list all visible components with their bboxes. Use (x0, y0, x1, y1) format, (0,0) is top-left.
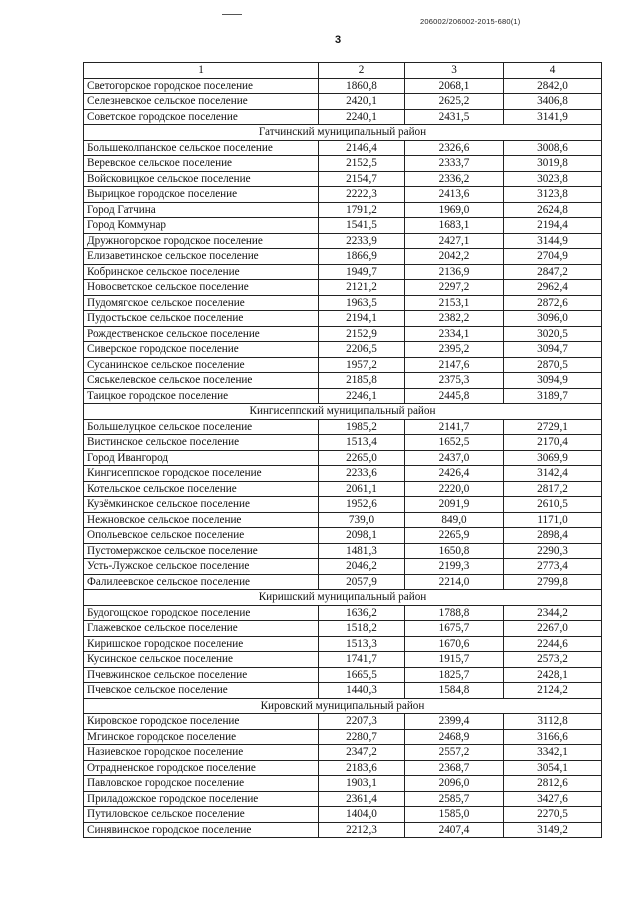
value-col-3: 2334,1 (405, 326, 504, 342)
value-col-2: 1741,7 (319, 652, 405, 668)
table-row (84, 621, 602, 637)
value-col-2: 2233,9 (319, 233, 405, 249)
value-col-4: 3094,7 (504, 342, 602, 358)
table-row (84, 388, 602, 404)
value-col-3: 2220,0 (405, 481, 504, 497)
settlement-name: Кузёмкинское сельское поселение (84, 497, 319, 513)
value-col-3: 2068,1 (405, 78, 504, 94)
table-row (84, 311, 602, 327)
value-col-2: 2057,9 (319, 574, 405, 590)
settlement-name: Нежновское сельское поселение (84, 512, 319, 528)
value-col-2: 2240,1 (319, 109, 405, 125)
value-col-3: 2395,2 (405, 342, 504, 358)
table-row (84, 419, 602, 435)
document-id: 206002/206002-2015-680(1) (420, 17, 521, 26)
value-col-4: 3427,6 (504, 791, 602, 807)
value-col-2: 1440,3 (319, 683, 405, 699)
settlement-name: Пчевское сельское поселение (84, 683, 319, 699)
district-row (84, 698, 602, 714)
settlement-name: Кобринское сельское поселение (84, 264, 319, 280)
table-row (84, 574, 602, 590)
value-col-3: 2042,2 (405, 249, 504, 265)
table-row (84, 636, 602, 652)
table-row (84, 435, 602, 451)
value-col-4: 3149,2 (504, 822, 602, 838)
value-col-3: 1584,8 (405, 683, 504, 699)
value-col-3: 2326,6 (405, 140, 504, 156)
value-col-4: 3166,6 (504, 729, 602, 745)
table-row (84, 667, 602, 683)
table-row (84, 776, 602, 792)
table-row (84, 218, 602, 234)
district-name: Кировский муниципальный район (84, 698, 602, 714)
district-row (84, 404, 602, 420)
settlement-name: Мгинское городское поселение (84, 729, 319, 745)
value-col-3: 1675,7 (405, 621, 504, 637)
column-header: 4 (504, 63, 602, 79)
value-col-4: 3406,8 (504, 94, 602, 110)
value-col-2: 2280,7 (319, 729, 405, 745)
district-name: Кингисеппский муниципальный район (84, 404, 602, 420)
value-col-2: 1985,2 (319, 419, 405, 435)
value-col-4: 2170,4 (504, 435, 602, 451)
table-row (84, 791, 602, 807)
settlement-name: Веревское сельское поселение (84, 156, 319, 172)
value-col-2: 1949,7 (319, 264, 405, 280)
value-col-3: 849,0 (405, 512, 504, 528)
value-col-4: 3112,8 (504, 714, 602, 730)
table-row (84, 481, 602, 497)
value-col-3: 2147,6 (405, 357, 504, 373)
value-col-3: 2407,4 (405, 822, 504, 838)
value-col-2: 2212,3 (319, 822, 405, 838)
table-row (84, 109, 602, 125)
district-row (84, 590, 602, 606)
settlement-name: Город Ивангород (84, 450, 319, 466)
value-col-2: 1866,9 (319, 249, 405, 265)
value-col-4: 2610,5 (504, 497, 602, 513)
settlement-name: Назиевское городское поселение (84, 745, 319, 761)
settlement-name: Синявинское городское поселение (84, 822, 319, 838)
column-header: 3 (405, 63, 504, 79)
column-header: 2 (319, 63, 405, 79)
value-col-2: 2233,6 (319, 466, 405, 482)
settlement-name: Город Коммунар (84, 218, 319, 234)
value-col-2: 2246,1 (319, 388, 405, 404)
value-col-4: 2428,1 (504, 667, 602, 683)
value-col-3: 2585,7 (405, 791, 504, 807)
value-col-4: 2898,4 (504, 528, 602, 544)
settlement-name: Сусанинское сельское поселение (84, 357, 319, 373)
settlement-name: Большелуцкое сельское поселение (84, 419, 319, 435)
value-col-4: 3123,8 (504, 187, 602, 203)
value-col-3: 2427,1 (405, 233, 504, 249)
table-row (84, 233, 602, 249)
table-row (84, 807, 602, 823)
table-row (84, 140, 602, 156)
value-col-4: 2344,2 (504, 605, 602, 621)
settlement-name: Дружногорское городское поселение (84, 233, 319, 249)
table-row (84, 683, 602, 699)
value-col-4: 2704,9 (504, 249, 602, 265)
value-col-2: 1518,2 (319, 621, 405, 637)
value-col-3: 2265,9 (405, 528, 504, 544)
value-col-2: 2420,1 (319, 94, 405, 110)
value-col-4: 2244,6 (504, 636, 602, 652)
district-name: Гатчинский муниципальный район (84, 125, 602, 141)
settlement-name: Сиверское городское поселение (84, 342, 319, 358)
value-col-2: 1481,3 (319, 543, 405, 559)
table-row (84, 822, 602, 838)
settlement-name: Вистинское сельское поселение (84, 435, 319, 451)
value-col-4: 3054,1 (504, 760, 602, 776)
settlement-name: Кировское городское поселение (84, 714, 319, 730)
value-col-3: 2468,9 (405, 729, 504, 745)
value-col-4: 3019,8 (504, 156, 602, 172)
settlement-name: Будогощское городское поселение (84, 605, 319, 621)
table-row (84, 78, 602, 94)
settlement-name: Киришское городское поселение (84, 636, 319, 652)
value-col-2: 2061,1 (319, 481, 405, 497)
value-col-3: 1650,8 (405, 543, 504, 559)
value-col-4: 2270,5 (504, 807, 602, 823)
value-col-4: 2124,2 (504, 683, 602, 699)
value-col-4: 2290,3 (504, 543, 602, 559)
table-row (84, 280, 602, 296)
value-col-4: 3094,9 (504, 373, 602, 389)
value-col-2: 2146,4 (319, 140, 405, 156)
value-col-3: 2431,5 (405, 109, 504, 125)
value-col-2: 2194,1 (319, 311, 405, 327)
value-col-4: 3008,6 (504, 140, 602, 156)
value-col-3: 2399,4 (405, 714, 504, 730)
value-col-3: 1652,5 (405, 435, 504, 451)
value-col-3: 2141,7 (405, 419, 504, 435)
value-col-4: 2812,6 (504, 776, 602, 792)
table-row (84, 466, 602, 482)
table-row (84, 760, 602, 776)
table-row (84, 171, 602, 187)
value-col-3: 2336,2 (405, 171, 504, 187)
value-col-2: 1513,4 (319, 435, 405, 451)
value-col-4: 2872,6 (504, 295, 602, 311)
value-col-2: 1903,1 (319, 776, 405, 792)
value-col-2: 1636,2 (319, 605, 405, 621)
settlement-name: Путиловское сельское поселение (84, 807, 319, 823)
settlement-name: Селезневское сельское поселение (84, 94, 319, 110)
table-row (84, 745, 602, 761)
settlement-name: Город Гатчина (84, 202, 319, 218)
settlement-name: Кусинское сельское поселение (84, 652, 319, 668)
value-col-2: 1404,0 (319, 807, 405, 823)
value-col-4: 3096,0 (504, 311, 602, 327)
table-row (84, 528, 602, 544)
table-row (84, 729, 602, 745)
value-col-2: 2206,5 (319, 342, 405, 358)
table-body (84, 78, 602, 838)
table-row (84, 714, 602, 730)
value-col-4: 3141,9 (504, 109, 602, 125)
value-col-4: 3023,8 (504, 171, 602, 187)
table-row (84, 187, 602, 203)
value-col-4: 3142,4 (504, 466, 602, 482)
value-col-4: 2773,4 (504, 559, 602, 575)
value-col-3: 1585,0 (405, 807, 504, 823)
table-row (84, 202, 602, 218)
table-row (84, 295, 602, 311)
settlement-name: Опольевское сельское поселение (84, 528, 319, 544)
table-row (84, 264, 602, 280)
value-col-2: 739,0 (319, 512, 405, 528)
value-col-4: 2962,4 (504, 280, 602, 296)
settlement-name: Павловское городское поселение (84, 776, 319, 792)
value-col-2: 2098,1 (319, 528, 405, 544)
value-col-4: 2624,8 (504, 202, 602, 218)
value-col-3: 2096,0 (405, 776, 504, 792)
table-row (84, 652, 602, 668)
value-col-2: 2361,4 (319, 791, 405, 807)
value-col-2: 2152,9 (319, 326, 405, 342)
settlement-name: Котельское сельское поселение (84, 481, 319, 497)
value-col-4: 3069,9 (504, 450, 602, 466)
value-col-2: 1513,3 (319, 636, 405, 652)
value-col-2: 1791,2 (319, 202, 405, 218)
value-col-3: 2426,4 (405, 466, 504, 482)
value-col-3: 2382,2 (405, 311, 504, 327)
value-col-2: 2183,6 (319, 760, 405, 776)
settlement-name: Войсковицкое сельское поселение (84, 171, 319, 187)
value-col-3: 2333,7 (405, 156, 504, 172)
table-row (84, 497, 602, 513)
table-row (84, 249, 602, 265)
settlement-name: Отрадненское городское поселение (84, 760, 319, 776)
header-mark (222, 14, 242, 15)
value-col-3: 2625,2 (405, 94, 504, 110)
value-col-3: 1683,1 (405, 218, 504, 234)
value-col-4: 2729,1 (504, 419, 602, 435)
settlement-name: Новосветское сельское поселение (84, 280, 319, 296)
table-row (84, 357, 602, 373)
settlement-name: Сяськелевское сельское поселение (84, 373, 319, 389)
value-col-3: 2557,2 (405, 745, 504, 761)
table-row (84, 605, 602, 621)
settlement-name: Фалилеевское сельское поселение (84, 574, 319, 590)
settlement-name: Пустомержское сельское поселение (84, 543, 319, 559)
settlement-name: Вырицкое городское поселение (84, 187, 319, 203)
value-col-4: 3020,5 (504, 326, 602, 342)
table-row (84, 156, 602, 172)
value-col-2: 1665,5 (319, 667, 405, 683)
table-header-row (84, 63, 602, 79)
value-col-4: 2267,0 (504, 621, 602, 637)
value-col-2: 2207,3 (319, 714, 405, 730)
value-col-4: 2870,5 (504, 357, 602, 373)
value-col-3: 2297,2 (405, 280, 504, 296)
value-col-4: 3342,1 (504, 745, 602, 761)
value-col-3: 2445,8 (405, 388, 504, 404)
settlement-name: Глажевское сельское поселение (84, 621, 319, 637)
value-col-3: 2136,9 (405, 264, 504, 280)
value-col-3: 1915,7 (405, 652, 504, 668)
settlement-name: Советское городское поселение (84, 109, 319, 125)
value-col-4: 2573,2 (504, 652, 602, 668)
value-col-4: 2847,2 (504, 264, 602, 280)
value-col-2: 2152,5 (319, 156, 405, 172)
value-col-2: 2121,2 (319, 280, 405, 296)
table-row (84, 326, 602, 342)
value-col-4: 2194,4 (504, 218, 602, 234)
value-col-3: 1788,8 (405, 605, 504, 621)
value-col-3: 1825,7 (405, 667, 504, 683)
table-row (84, 342, 602, 358)
value-col-4: 2842,0 (504, 78, 602, 94)
table-row (84, 512, 602, 528)
settlement-name: Пудостьское сельское поселение (84, 311, 319, 327)
settlements-table (83, 62, 602, 838)
value-col-4: 2817,2 (504, 481, 602, 497)
table-row (84, 559, 602, 575)
value-col-4: 3189,7 (504, 388, 602, 404)
value-col-2: 1541,5 (319, 218, 405, 234)
settlement-name: Усть-Лужское сельское поселение (84, 559, 319, 575)
value-col-3: 2368,7 (405, 760, 504, 776)
column-header: 1 (84, 63, 319, 79)
value-col-2: 1963,5 (319, 295, 405, 311)
value-col-4: 3144,9 (504, 233, 602, 249)
value-col-3: 1670,6 (405, 636, 504, 652)
value-col-4: 1171,0 (504, 512, 602, 528)
settlement-name: Светогорское городское поселение (84, 78, 319, 94)
settlement-name: Большеколпанское сельское поселение (84, 140, 319, 156)
value-col-2: 2046,2 (319, 559, 405, 575)
settlement-name: Пудомягское сельское поселение (84, 295, 319, 311)
value-col-2: 2347,2 (319, 745, 405, 761)
value-col-3: 2153,1 (405, 295, 504, 311)
settlement-name: Таицкое городское поселение (84, 388, 319, 404)
table-row (84, 373, 602, 389)
value-col-2: 1957,2 (319, 357, 405, 373)
value-col-4: 2799,8 (504, 574, 602, 590)
settlement-name: Пчевжинское сельское поселение (84, 667, 319, 683)
value-col-3: 2375,3 (405, 373, 504, 389)
value-col-3: 2214,0 (405, 574, 504, 590)
settlement-name: Приладожское городское поселение (84, 791, 319, 807)
table-row (84, 543, 602, 559)
district-name: Киришский муниципальный район (84, 590, 602, 606)
value-col-2: 2185,8 (319, 373, 405, 389)
value-col-3: 2199,3 (405, 559, 504, 575)
value-col-3: 2437,0 (405, 450, 504, 466)
table-row (84, 450, 602, 466)
district-row (84, 125, 602, 141)
table-row (84, 94, 602, 110)
value-col-2: 2265,0 (319, 450, 405, 466)
value-col-2: 2222,3 (319, 187, 405, 203)
settlement-name: Кингисеппское городское поселение (84, 466, 319, 482)
value-col-3: 2413,6 (405, 187, 504, 203)
settlement-name: Елизаветинское сельское поселение (84, 249, 319, 265)
value-col-3: 2091,9 (405, 497, 504, 513)
value-col-2: 2154,7 (319, 171, 405, 187)
page-number: 3 (335, 34, 342, 46)
settlement-name: Рождественское сельское поселение (84, 326, 319, 342)
value-col-3: 1969,0 (405, 202, 504, 218)
value-col-2: 1860,8 (319, 78, 405, 94)
value-col-2: 1952,6 (319, 497, 405, 513)
